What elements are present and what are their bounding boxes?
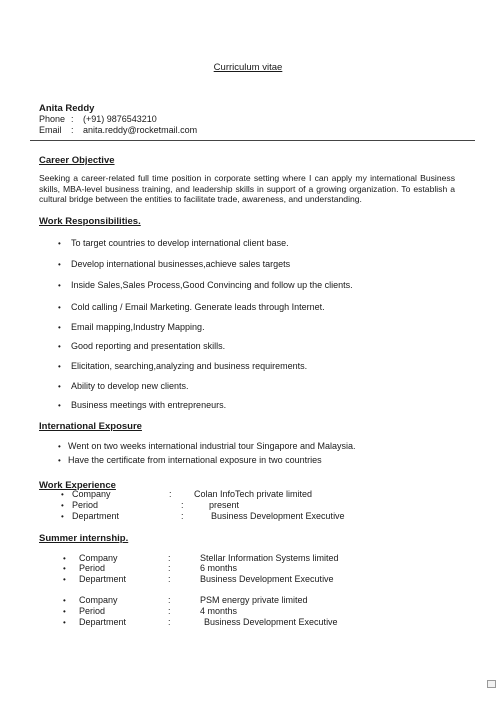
internship-colon: :: [168, 563, 171, 573]
internship-value: 6 months: [200, 563, 238, 573]
email-row: [39, 125, 197, 136]
internship-label: Period: [79, 606, 106, 616]
internship-colon: :: [168, 617, 171, 627]
responsibility-item: [58, 322, 205, 333]
corner-box-icon: [487, 680, 496, 688]
internship-value: Business Development Executive: [204, 617, 338, 627]
phone-label: Phone: [39, 114, 66, 124]
email-value: anita.reddy@rocketmail.com: [83, 125, 198, 135]
responsibility-text: Email mapping,Industry Mapping.: [71, 322, 205, 332]
responsibility-item: [58, 238, 289, 249]
phone-row: [39, 114, 157, 125]
bullet-icon: •: [58, 323, 61, 332]
work-responsibilities-heading: Work Responsibilities.: [39, 216, 141, 227]
exposure-text: Went on two weeks international industrial tour Singapore and Malaysia.: [68, 441, 356, 451]
experience-company-row: [61, 489, 312, 500]
internship-period-row: [63, 563, 237, 574]
bullet-icon: •: [58, 260, 61, 269]
bullet-icon: •: [63, 618, 66, 627]
international-exposure-heading: International Exposure: [39, 421, 142, 432]
internship-value: Business Development Executive: [200, 574, 334, 584]
career-objective-text: Seeking a career-related full time position in corporate setting where I can apply my international Business skills, MBA-level business training, and leadership skills in support of a growing organization. To establish a cultural bridge between the entities to facilitate trade, awareness, and understanding.: [39, 173, 455, 204]
experience-department-row: [61, 511, 345, 522]
bullet-icon: •: [61, 512, 64, 521]
responsibility-text: Ability to develop new clients.: [71, 381, 189, 391]
summer-internship-heading: Summer internship.: [39, 533, 129, 544]
internship-label: Company: [79, 553, 118, 563]
internship-label: Department: [79, 617, 127, 627]
bullet-icon: •: [58, 303, 61, 312]
exposure-item: [58, 455, 322, 466]
internship-value: PSM energy private limited: [200, 595, 308, 605]
exposure-item: [58, 441, 356, 452]
responsibility-text: Good reporting and presentation skills.: [71, 341, 226, 351]
bullet-icon: •: [61, 501, 64, 510]
phone-colon: :: [71, 114, 74, 124]
internship-value: Stellar Information Systems limited: [200, 553, 339, 563]
experience-value: Business Development Executive: [211, 511, 345, 521]
responsibility-item: [58, 361, 307, 372]
bullet-icon: •: [58, 239, 61, 248]
header-divider: [30, 140, 475, 141]
responsibility-item: [58, 302, 325, 313]
bullet-icon: •: [58, 281, 61, 290]
responsibility-item: [58, 400, 226, 411]
email-colon: :: [71, 125, 74, 135]
internship-label: Department: [79, 574, 127, 584]
internship-colon: :: [168, 606, 171, 616]
bullet-icon: •: [63, 564, 66, 573]
experience-colon: :: [181, 500, 184, 510]
internship-period-row: [63, 606, 237, 617]
phone-value: (+91) 9876543210: [83, 114, 157, 124]
internship-department-row: [63, 617, 338, 628]
responsibility-text: Develop international businesses,achieve sales targets: [71, 259, 291, 269]
responsibility-item: [58, 381, 189, 392]
bullet-icon: •: [58, 342, 61, 351]
bullet-icon: •: [58, 456, 61, 465]
career-objective-heading: Career Objective: [39, 155, 115, 166]
work-experience-heading: Work Experience: [39, 480, 116, 491]
responsibility-text: Elicitation, searching,analyzing and business requirements.: [71, 361, 308, 371]
internship-label: Period: [79, 563, 106, 573]
email-label: Email: [39, 125, 62, 135]
experience-period-row: [61, 500, 239, 511]
internship-company-row: [63, 595, 308, 606]
experience-value: present: [209, 500, 240, 510]
bullet-icon: •: [63, 607, 66, 616]
experience-value: Colan InfoTech private limited: [194, 489, 313, 499]
experience-label: Period: [72, 500, 99, 510]
bullet-icon: •: [63, 575, 66, 584]
responsibility-text: Cold calling / Email Marketing. Generate leads through Internet.: [71, 302, 325, 312]
responsibility-item: [58, 280, 353, 291]
document-title: Curriculum vitae: [213, 62, 283, 73]
internship-colon: :: [168, 595, 171, 605]
exposure-text: Have the certificate from international exposure in two countries: [68, 455, 322, 465]
experience-label: Company: [72, 489, 111, 499]
internship-colon: :: [168, 574, 171, 584]
bullet-icon: •: [58, 442, 61, 451]
bullet-icon: •: [63, 596, 66, 605]
experience-label: Department: [72, 511, 120, 521]
internship-label: Company: [79, 595, 118, 605]
bullet-icon: •: [61, 490, 64, 499]
bullet-icon: •: [58, 362, 61, 371]
candidate-name: Anita Reddy: [39, 103, 95, 114]
internship-value: 4 months: [200, 606, 238, 616]
bullet-icon: •: [58, 401, 61, 410]
experience-colon: :: [169, 489, 172, 499]
bullet-icon: •: [63, 554, 66, 563]
bullet-icon: •: [58, 382, 61, 391]
experience-colon: :: [181, 511, 184, 521]
internship-colon: :: [168, 553, 171, 563]
responsibility-item: [58, 259, 290, 270]
responsibility-text: Inside Sales,Sales Process,Good Convincing and follow up the clients.: [71, 280, 353, 290]
internship-department-row: [63, 574, 334, 585]
responsibility-text: Business meetings with entrepreneurs.: [71, 400, 227, 410]
responsibility-item: [58, 341, 225, 352]
responsibility-text: To target countries to develop international client base.: [71, 238, 289, 248]
